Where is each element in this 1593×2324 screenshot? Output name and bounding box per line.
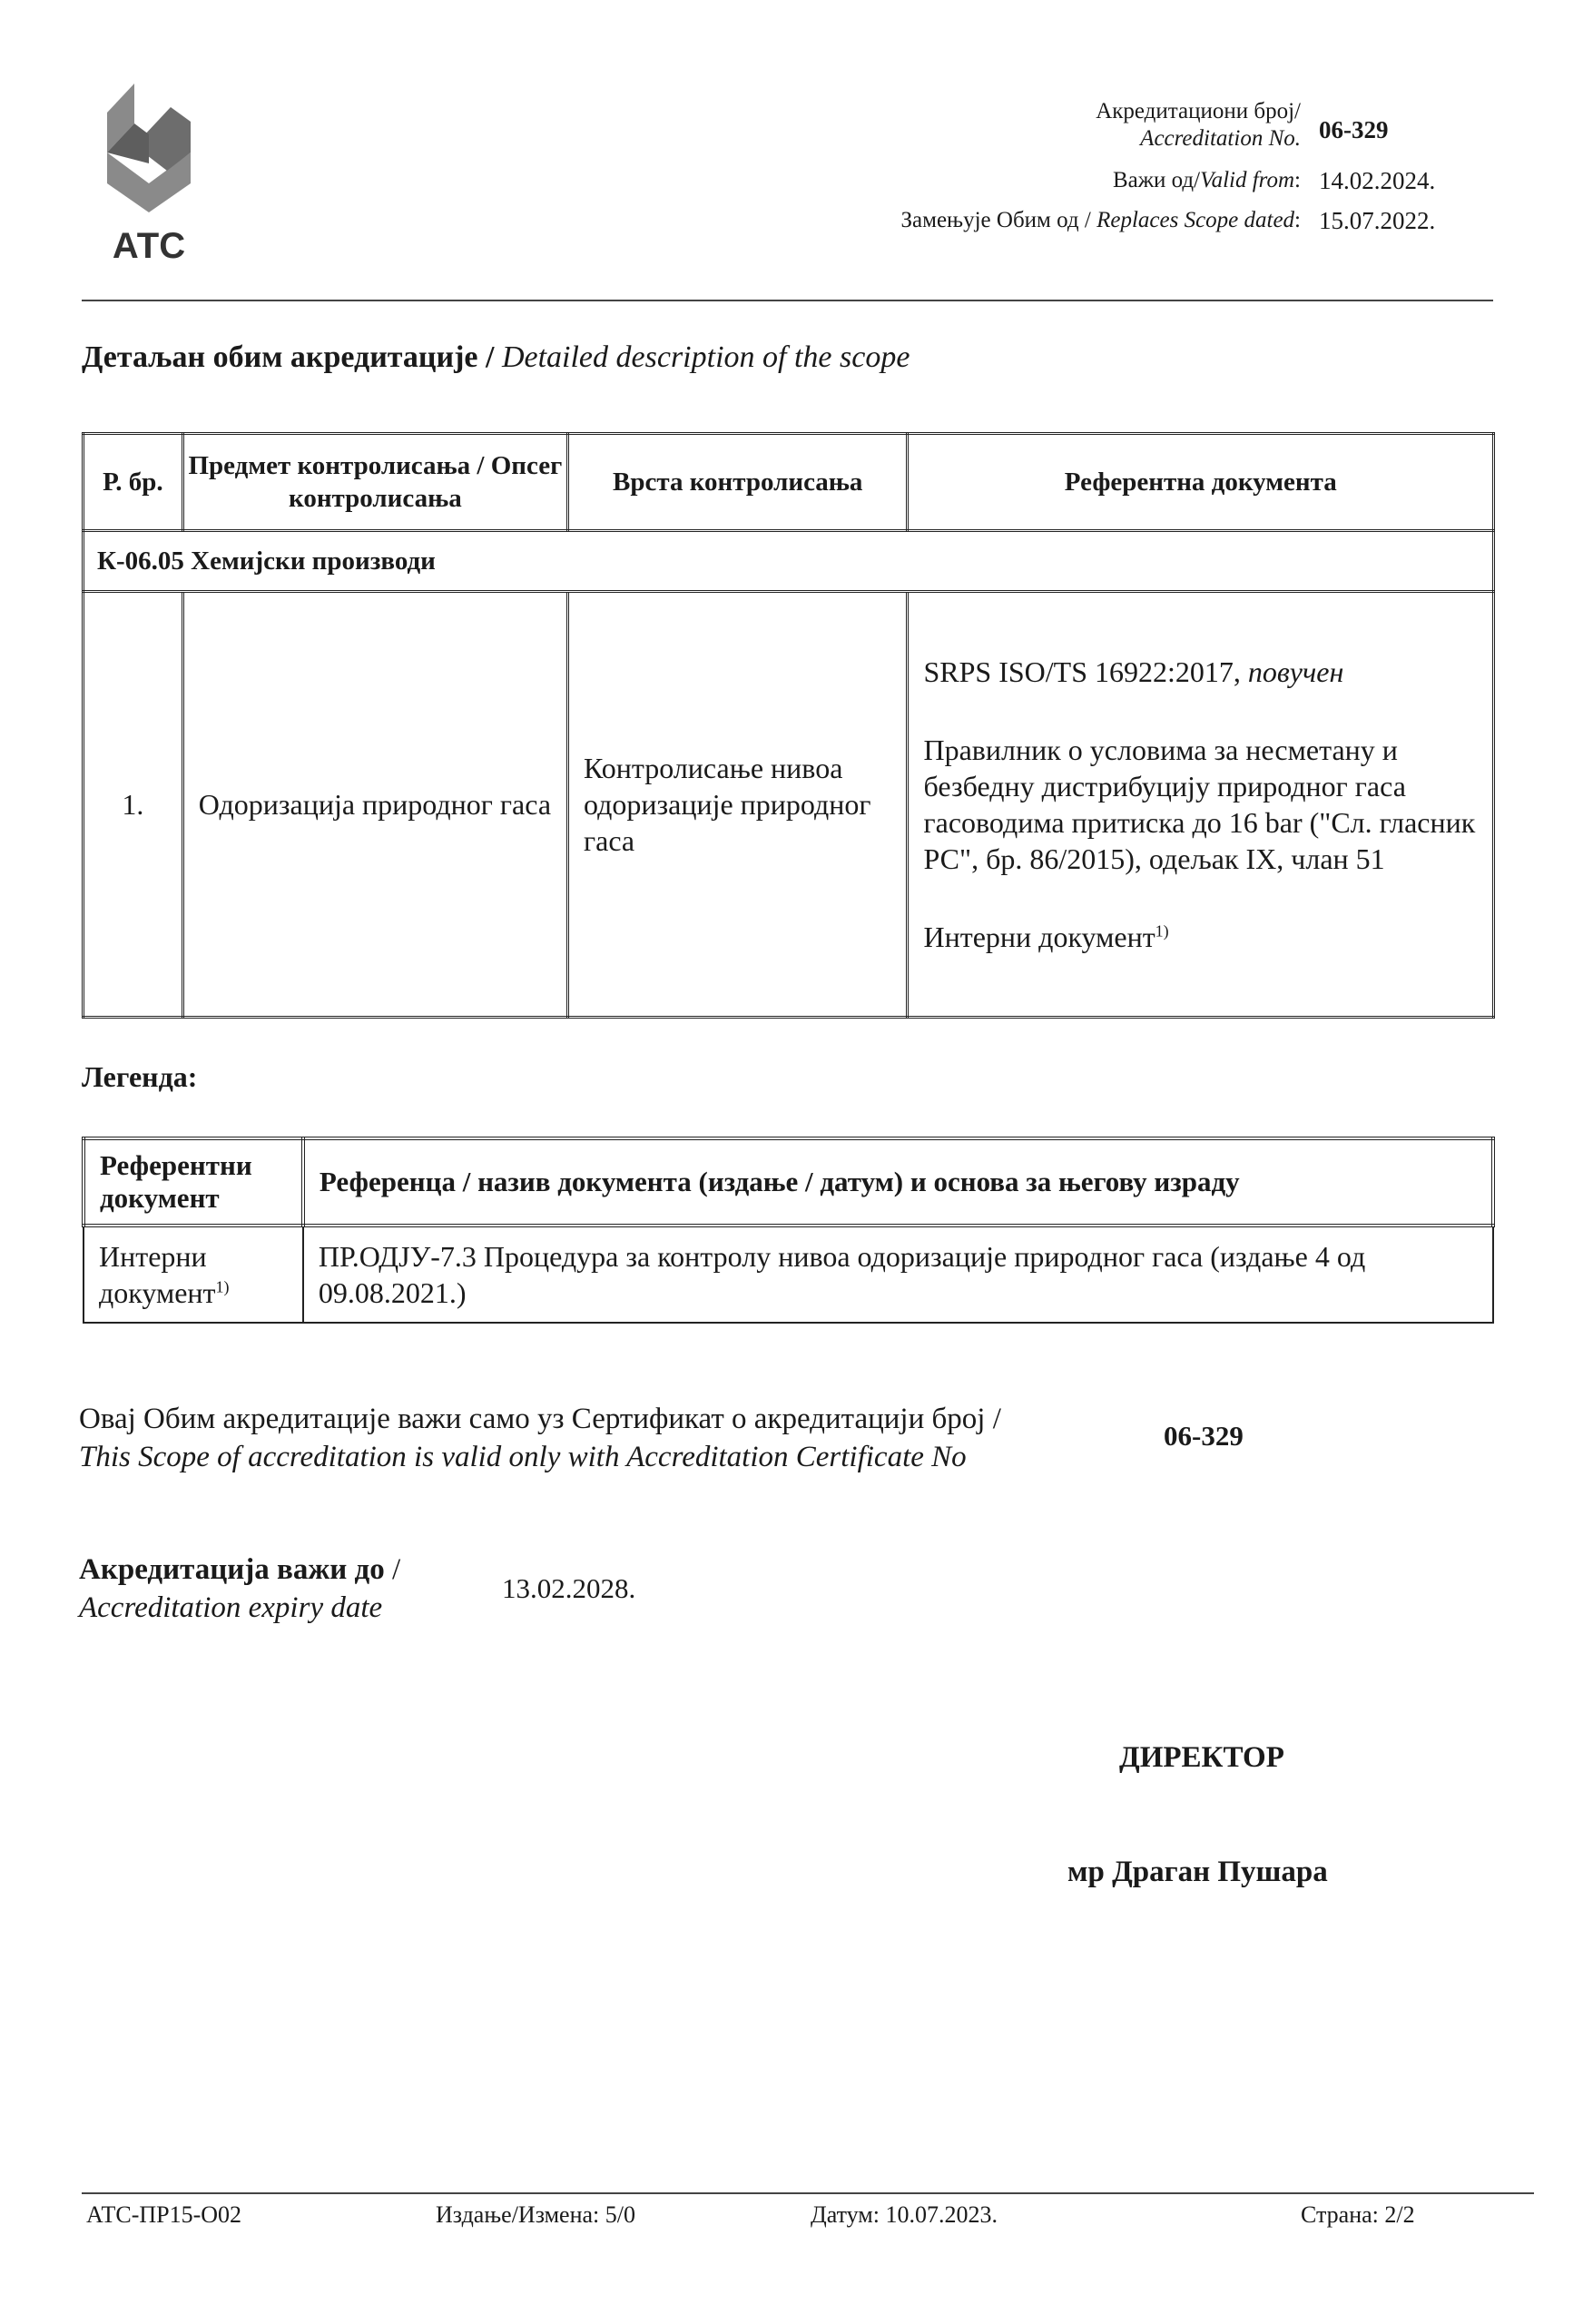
table-row: [84, 592, 1494, 1018]
accreditation-number: 06-329: [1319, 116, 1389, 143]
footer-code: АТС-ПР15-О02: [86, 2201, 242, 2228]
header-divider: [82, 300, 1493, 301]
footer-issue: Издање/Измена: 5/0: [436, 2201, 635, 2228]
ref-rulebook: Правилник о условима за несметану и безбедну дистрибуцију природног гаса гасоводима притиска до 16 bar ("Сл. гласник РС", бр. 86/2015), одељак IX, члан 51: [923, 734, 1476, 875]
accreditation-label: Акредитациони број/ Accreditation No.: [1096, 99, 1301, 151]
replaces-scope-date: 15.07.2022.: [1319, 207, 1436, 234]
ats-logo-mark-icon: [98, 76, 200, 212]
legend-table: [82, 1137, 1495, 1324]
certificate-number: 06-329: [1164, 1420, 1244, 1452]
row-subject: Одоризација природног гаса: [182, 592, 567, 1018]
expiry-label: Акредитација важи до / Accreditation expiry date: [79, 1553, 401, 1624]
legend-col-header-document: Референтни документ: [84, 1138, 303, 1226]
category-label: К-06.05 Хемијски производи: [84, 531, 1494, 592]
ref-standard: SRPS ISO/TS 16922:2017, повучен: [923, 655, 1344, 688]
footer-page: Страна: 2/2: [1301, 2201, 1415, 2228]
col-header-subject: Предмет контролисања / Опсег контролисања: [182, 434, 567, 531]
valid-from-date: 14.02.2024.: [1319, 167, 1436, 194]
expiry-date: 13.02.2028.: [502, 1572, 636, 1604]
legend-document: Интерни документ$^{1)}$: [84, 1226, 303, 1323]
scope-table-header: [84, 434, 1494, 531]
logo-text: АТС: [112, 226, 186, 266]
legend-table-header: [84, 1138, 1493, 1226]
replaces-scope-label: Замењује Обим од / Replaces Scope dated:: [900, 208, 1301, 232]
ats-logo: [98, 76, 200, 276]
signature-title: ДИРЕКТОР: [1119, 1741, 1284, 1774]
legend-col-header-reference: Референца / назив документа (издање / датум) и основа за његову израду: [303, 1138, 1493, 1226]
footer-date: Датум: 10.07.2023.: [811, 2201, 998, 2228]
category-row: [84, 531, 1494, 592]
valid-from-label: Важи од/Valid from:: [1112, 168, 1301, 192]
row-number: 1.: [84, 592, 183, 1018]
legend-title: Легенда:: [82, 1060, 198, 1093]
legend-reference: ПР.ОДЈУ-7.3 Процедура за контролу нивоа одоризације природног гаса (издање 4 од 09.08.2021.): [303, 1226, 1493, 1323]
table-row: [84, 1226, 1493, 1323]
scope-title: Детаљан обим акредитације / Detailed description of the scope: [82, 340, 910, 374]
scope-table: [82, 432, 1495, 1019]
signature-name: мр Драган Пушара: [1067, 1856, 1328, 1888]
footer-divider: [82, 2192, 1534, 2194]
row-references: [908, 592, 1494, 1018]
row-type: Контролисање нивоа одоризације природног гаса: [567, 592, 908, 1018]
col-header-references: Референтна документа: [908, 434, 1494, 531]
validity-statement: Овај Обим акредитације важи само уз Сертификат о акредитацији број / This Scope of accreditation is valid only with Accreditation Certificate No: [79, 1403, 1001, 1473]
col-header-type: Врста контролисања: [567, 434, 908, 531]
col-header-number: Р. бр.: [84, 434, 183, 531]
ref-internal-document: Интерни документ$^{1)}$: [923, 921, 1169, 953]
